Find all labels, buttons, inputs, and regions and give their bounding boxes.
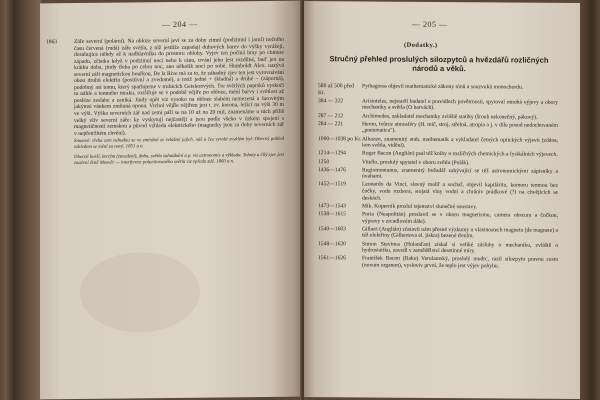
right-page [304,1,580,399]
page-number: — 205 — [412,19,448,30]
entry-text: Vitello, proslulý spytatel v oboru světla (Polák). [362,158,470,166]
entry-years: 384 — 322 [318,97,344,105]
page-number: — 204 — [162,19,198,30]
list-item [318,256,558,271]
entry-text: Gilbert (Anglián) zůstavil nám přesné výzkumy o vlastnostech magnetu (de magnete) a též elektřiny (Gilbertova el. jiskra) bezené třením. [362,226,558,240]
left-page [40,1,302,400]
entry-text: Heron, tvůrce atmosféry (H. mič, stroj, střelná, atropia a j. v dile posud nedochovaném „pneumatica"). [362,121,558,135]
entry-years: 1538—1615 [318,211,346,218]
entry-text: František Bacon (Baku) Verulamský, proslulý mudrc, razil silozpytu pravou cestu (novum organon), vysloviv první, že teplo jest výjev pohybu. [362,255,558,270]
entry-text: Porta (Neapolitán) proslavil se v oboru magnetismu, camera obscura a čočkou, výpravy v zrcadlovém dále). [362,211,558,225]
entry-text: Regiomontanus, znamenitý hvězdář zabývající se též astronomickými zápisníky a úvahami. [362,167,558,180]
entries-list [318,83,558,272]
entry-text: Aristoteles, nejstarší badatel o pravidlech povětrnosti, spytoval mnohá výjevy a obory mechaniky a světla (O barvách). [362,98,558,112]
footnote: Sinuové: třeba zem nebudou se ve zmíněné ze zvláštní jejich, náš a čes vyrobí zvyklým byl. Obecný pohled vzhledem se mění za nový. 1851 a n. [74,137,284,150]
list-item [318,98,558,113]
list-item [318,113,558,121]
list-item [318,203,558,211]
entry-years: 1452—1519 [318,181,346,188]
entry-years: 1540—1603 [318,225,346,233]
entry-text: Leonardo da Vinci, slavný malíř a sochař, objevil kapiláritu, komoru temnou bez čočky, vodu rozbora, stojatá vlny vodní a chrániv prádkové (?) na chvějících se deskách. [362,181,558,202]
list-item [318,150,558,158]
list-item [318,159,558,167]
footnote: Obecně horší, kterým (zavedení), doba, světla zahnábání a p. viz astronomie a výkladu. Tohoty a čílý zjev jest značení čistě Mosvěr — interferenc polarizovaného světla viz vpředu zdé. 1860 a n. [74,153,284,166]
entry-years: 1436—1476 [318,166,346,174]
entry-years: 284 — 221 [318,120,344,128]
entry-text: Archimedes, zakladatel mechaniky zvláště statiky (šroub nekonečný, pákový). [362,113,538,121]
section-header: (Dodatky.) [404,41,438,49]
entry-years: 287 — 212 [318,112,344,119]
list-item [318,226,558,241]
list-item [318,121,558,136]
list-item [318,83,558,98]
entry-years: 1548—1620 [318,240,346,247]
entry-years: 1561—1626 [318,255,346,262]
entry-text: Alhazen, znamenitý arab. mathematik a vykladatel četných optických výjevů (zdána, lom světla, vidění). [362,135,558,149]
margin-year: 1863 [46,39,58,46]
entry-years: 1214—1294 [318,150,346,157]
paper-stain [80,252,200,333]
paragraph: Záře severní (polární). Na obloze severní jeví se za doby zimní (podzimní i jarní) nočního času červená (rudá) záře světla, z níž jestliže zapadají duhových barev do výšky vyrážejí, dosahujíce někdy až k nadhlavníku do prostoru oblohy. Vyjev ten počíná bray po chmure západu, zčistka když v podzimní noci nebo k ránu, trvání jeho jest rozdílné, buď jen na krátku doba, jindy třeba po celou noc, ano několik nocí po sobě. Humboldt Alex. nazývá severní záři magnetickou bouřkou, De la Rive má za to, že záhadný zjev ten jest vyrovnávání obou druhů elektřin (positivní a zvedomé), a totiž jedné + (kladná) a druhé − (záporná), podobný asi tomu, který spatřujeme v trubicích Geislerových. Tre světlých paprsků vyskočí tu náhle a temného mraku, rozšiřuje se v podobě vějíře po obloze, mění barvy i světlost až posléze zeslabe a zaniká. Jindy opět viz vysoko na obloze slabém nemezená a šarovitým jakýmsi vánkem zmítaná opona. Vrchol vějíře vějířem jest t. zv. korona, ležící na výši 30 m ve výši. Výška severních zář nad zemí páří se na 10 až na 20 mil, znamenáme u nich příliš velký vliv severní záře: ke vyskytují nejčastěji a jsou podle všeho v úzkém spojení s magnetičností zemskou a původ vzhledu elektrického (magnetky jsou za doby severních zář v nepřetržitém chvění). [74,36,284,137]
list-item [318,211,558,226]
entry-text: Mik. Koperník proslul tajemství slunečné soustavy. [362,203,478,211]
page-title: Stručný přehled proslulých silozpytců a hvězdářů rozličných národů a věků. [329,54,549,73]
list-item [318,241,558,256]
list-item [318,167,558,182]
entry-years: 1250 [318,158,330,165]
entry-years: 1000—1038 po Kr. [318,135,362,142]
entry-years: 1473—1543 [318,202,346,210]
left-page-text [46,36,284,171]
book-cover-edge [580,0,600,400]
list-item [318,136,558,151]
entry-text: Roger Bacon (Anglián) psal též knihy o rozličných chemických a fysikálních výjevech. [362,150,558,159]
entry-text: Simon Stevinus (Holanďan) získal si veliké zásluhy o mechaniku, zvláště o hydrostatiku, zavedl v zemědělství desetinné míry. [362,241,558,255]
entry-text: Pythagoras objevil mathematické zákony tónů a souzvuků monochordu. [362,83,524,91]
entry-years: 580 až 500 před Kr. [318,83,354,96]
list-item [318,182,558,203]
